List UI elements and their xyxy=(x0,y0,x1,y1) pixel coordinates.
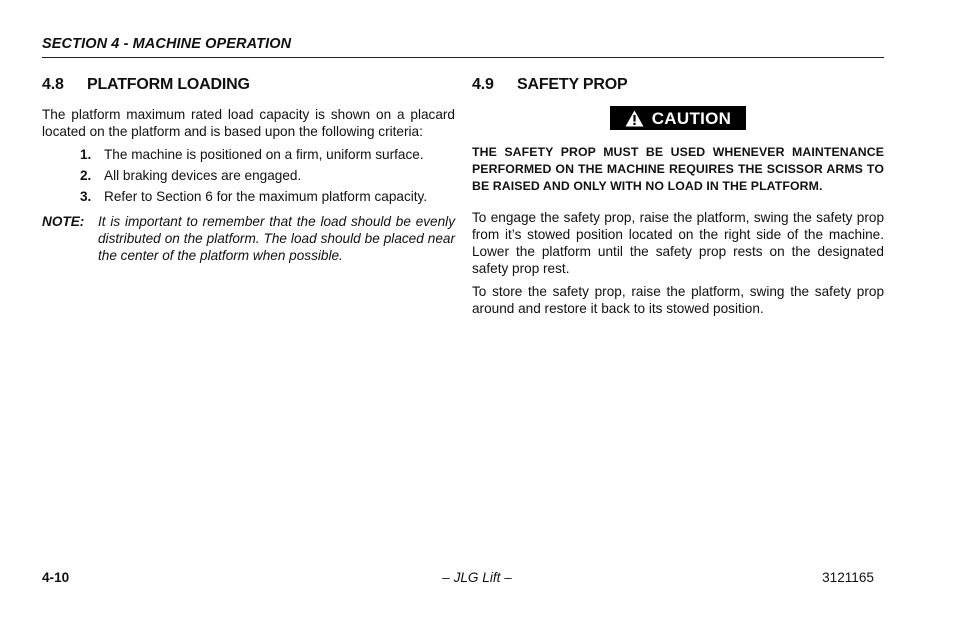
heading-title: PLATFORM LOADING xyxy=(87,75,250,93)
list-item xyxy=(80,188,455,205)
intro-paragraph: The platform maximum rated load capacity is shown on a placard located on the platform and is based upon the following criteria: xyxy=(42,107,455,139)
paragraph-engage: To engage the safety prop, raise the platform, swing the safety prop from it’s stowed position located on the right side of the machine. Lower the platform until the safety prop rests on the designated safety prop rest. xyxy=(472,210,884,276)
list-item-text: Refer to Section 6 for the maximum platform capacity. xyxy=(104,189,428,204)
section-header: SECTION 4 - MACHINE OPERATION xyxy=(42,36,292,52)
right-column xyxy=(472,74,884,323)
criteria-list xyxy=(42,146,455,205)
list-item-text: The machine is positioned on a firm, uniform surface. xyxy=(104,147,424,162)
caution-banner xyxy=(610,106,746,130)
list-item-index: 2. xyxy=(80,168,92,183)
heading-number: 4.9 xyxy=(472,75,494,93)
list-item-text: All braking devices are engaged. xyxy=(104,168,302,183)
heading-number: 4.8 xyxy=(42,75,64,93)
note-label: NOTE: xyxy=(42,214,85,229)
page-number: 4-10 xyxy=(42,570,70,585)
warning-triangle-icon xyxy=(625,110,644,127)
footer-title: – JLG Lift – xyxy=(442,570,512,585)
note-text: It is important to remember that the load should be evenly distributed on the platform. The load should be placed near the center of the platform when possible. xyxy=(98,214,455,263)
caution-label: CAUTION xyxy=(651,108,732,128)
heading-title: SAFETY PROP xyxy=(517,75,628,93)
caution-text: THE SAFETY PROP MUST BE USED WHENEVER MAINTENANCE PERFORMED ON THE MACHINE REQUIRES THE SCISSOR ARMS TO BE RAISED AND ONLY WITH NO LOAD IN THE PLATFORM. xyxy=(472,145,884,193)
list-item-index: 1. xyxy=(80,147,92,162)
paragraph-store: To store the safety prop, raise the platform, swing the safety prop around and restore it back to its stowed position. xyxy=(472,284,884,316)
list-item xyxy=(80,167,455,184)
list-item-index: 3. xyxy=(80,189,92,204)
list-item xyxy=(80,146,455,163)
caution-banner-wrap xyxy=(472,106,884,130)
note-block xyxy=(42,213,455,264)
section-heading-platform-loading xyxy=(42,74,455,94)
document-number: 3121165 xyxy=(822,570,874,585)
left-column xyxy=(42,74,455,264)
section-heading-safety-prop xyxy=(472,74,884,94)
header-divider xyxy=(42,57,884,58)
